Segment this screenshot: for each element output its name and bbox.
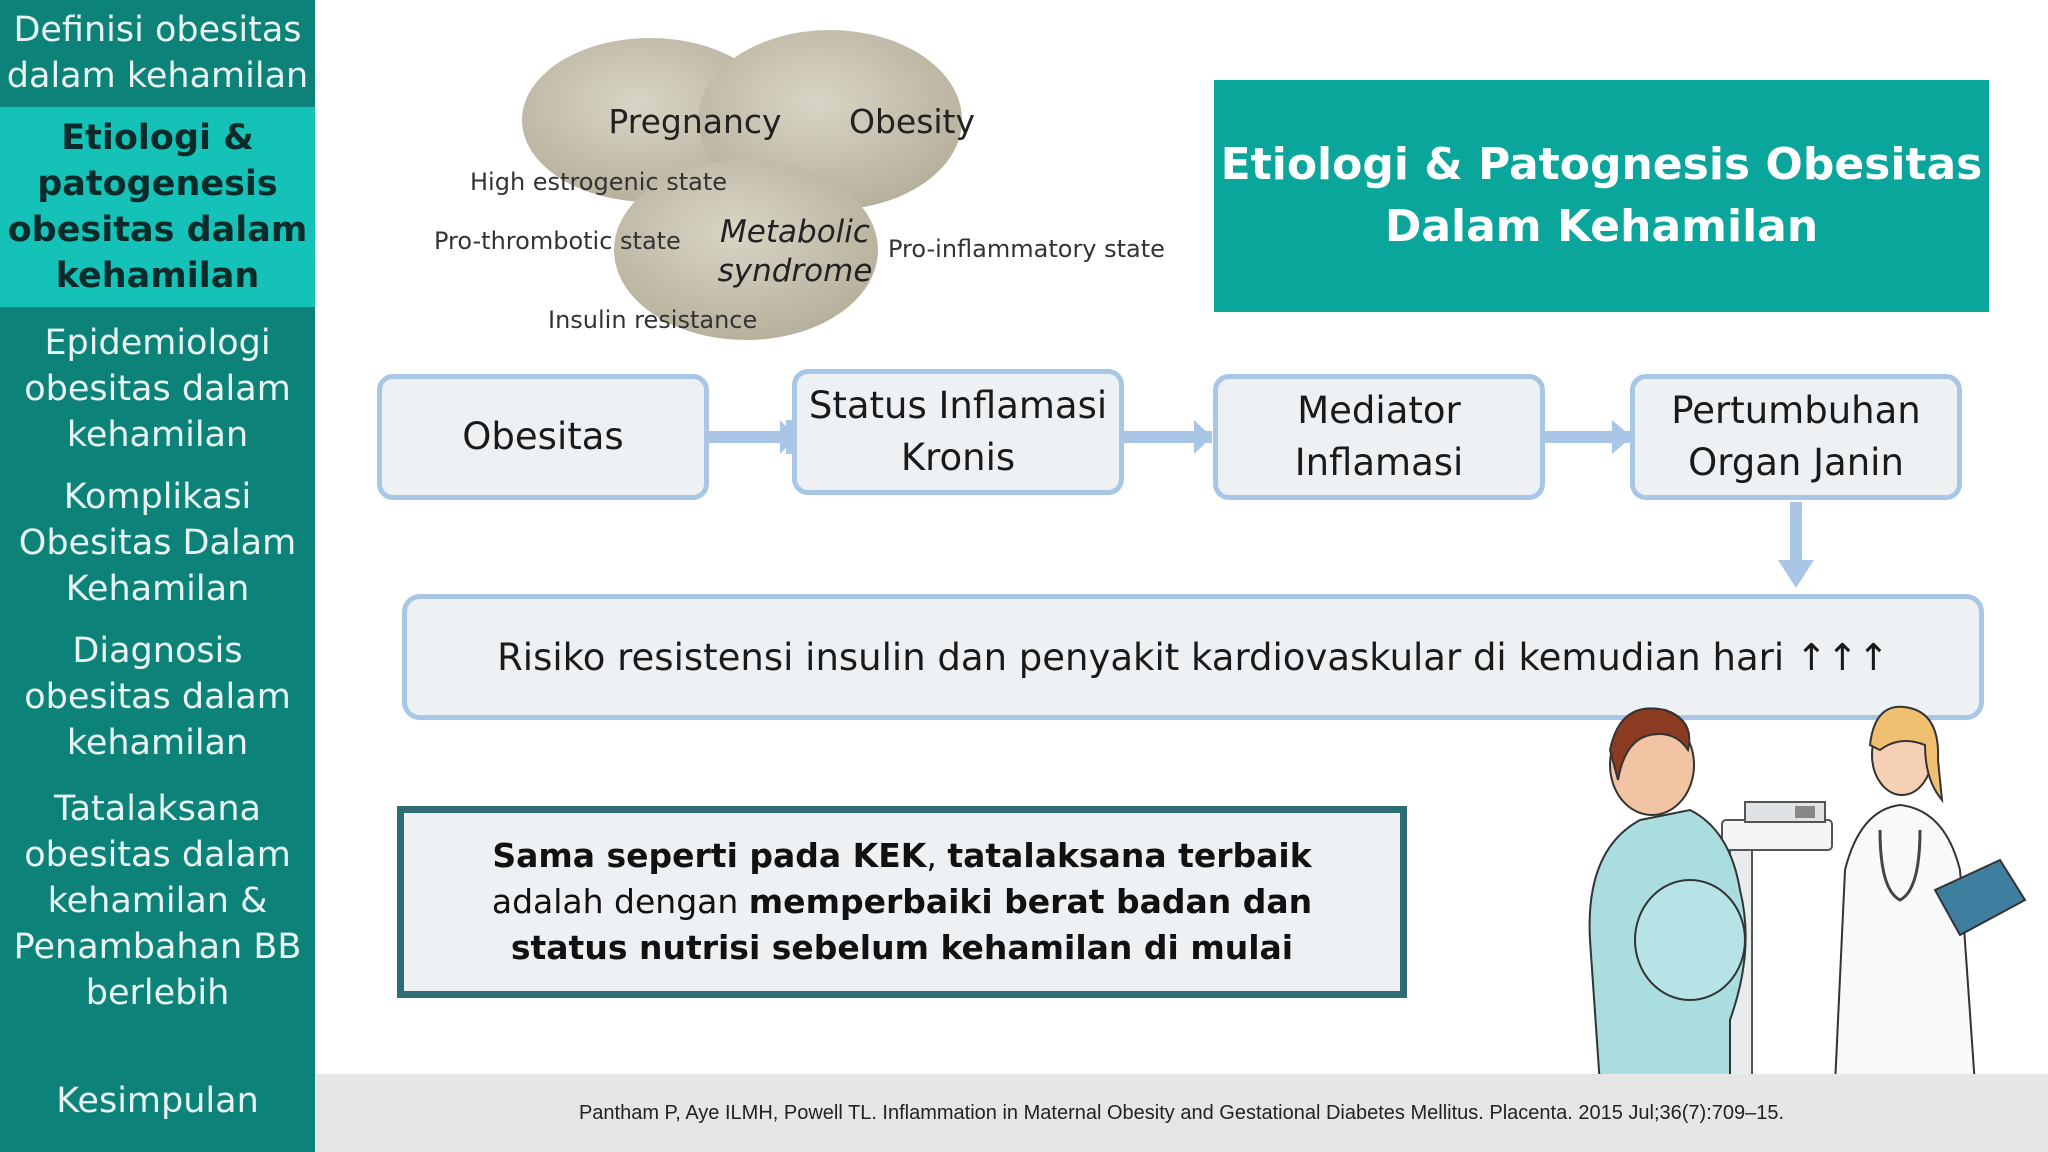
nav-line: Kesimpulan	[56, 1081, 259, 1121]
sidebar-item-diagnosis[interactable]	[0, 622, 315, 772]
flow-text: Inflamasi	[1294, 441, 1464, 484]
nav-line: dalam kehamilan	[6, 56, 309, 96]
nav-line: obesitas dalam	[24, 369, 291, 409]
nav-line: berlebih	[85, 973, 230, 1013]
title-line: Etiologi & Patognesis Obesitas	[1220, 139, 1983, 190]
nav-line: obesitas dalam	[7, 210, 308, 250]
note-bold: Sama seperti pada KEK	[492, 836, 927, 875]
nav-line: kehamilan &	[47, 881, 268, 921]
sidebar-item-komplikasi[interactable]	[0, 468, 315, 618]
risk-text: Risiko resistensi insulin dan penyakit kardiovaskular di kemudian hari ↑↑↑	[497, 635, 1889, 679]
nav-line: Penambahan BB	[13, 927, 302, 967]
flow-text: Kronis	[900, 436, 1016, 479]
obesity-label: Obesity	[848, 102, 976, 141]
nav-line: Komplikasi	[63, 477, 252, 517]
flow-box-pertumbuhan	[1630, 374, 1962, 500]
nav-line: Obesitas Dalam	[18, 523, 297, 563]
nav-line: Epidemiologi	[44, 323, 271, 363]
nav-line: kehamilan	[55, 256, 260, 296]
citation-footer	[315, 1074, 2048, 1152]
insulin-resistance-label: Insulin resistance	[548, 306, 758, 334]
flow-text: Obesitas	[462, 415, 624, 458]
nav-line: obesitas dalam	[24, 835, 291, 875]
note-bold: memperbaiki berat badan dan status nutrisi sebelum kehamilan di mulai	[510, 882, 1313, 967]
citation-text: Pantham P, Aye ILMH, Powell TL. Inflammation in Maternal Obesity and Gestational Diabetes Mellitus. Placenta. 2015 Jul;36(7):709–15.	[578, 1101, 1785, 1124]
sidebar-item-definisi[interactable]	[0, 0, 315, 106]
pro-thrombotic-label: Pro-thrombotic state	[434, 227, 681, 255]
nav-line: Etiologi &	[61, 118, 254, 158]
nav-line: Kehamilan	[65, 569, 250, 609]
high-estrogenic-label: High estrogenic state	[470, 168, 727, 196]
sidebar-nav	[0, 0, 315, 1152]
sidebar-item-etiologi[interactable]	[0, 107, 315, 307]
flow-text: Status Inflamasi	[808, 384, 1108, 427]
note-bold: tatalaksana terbaik	[947, 836, 1312, 875]
venn-diagram	[420, 20, 1180, 350]
title-line: Dalam Kehamilan	[1384, 201, 1819, 252]
note-normal: ,	[926, 836, 948, 875]
slide-title	[1214, 80, 1989, 312]
note-box	[397, 806, 1407, 998]
flow-box-mediator-inflamasi	[1213, 374, 1545, 500]
nav-line: kehamilan	[66, 723, 249, 763]
sidebar-item-epidemiologi[interactable]	[0, 314, 315, 464]
sidebar-item-tatalaksana[interactable]	[0, 786, 315, 1016]
pregnancy-label: Pregnancy	[608, 102, 782, 141]
flow-box-status-inflamasi	[792, 369, 1124, 495]
nav-line: patogenesis	[37, 164, 278, 204]
flow-text: Pertumbuhan	[1671, 389, 1921, 432]
nav-line: kehamilan	[66, 415, 249, 455]
pro-inflammatory-label: Pro-inflammatory state	[888, 235, 1165, 263]
syndrome-label: syndrome	[717, 253, 873, 289]
pregnant-woman-figure	[1590, 708, 1746, 1085]
flow-text: Mediator	[1297, 389, 1461, 432]
doctor-figure	[1835, 707, 2025, 1085]
nav-line: Definisi obesitas	[13, 10, 302, 50]
sidebar-item-kesimpulan[interactable]	[0, 1070, 315, 1132]
nav-line: obesitas dalam	[24, 677, 291, 717]
flow-box-obesitas	[377, 374, 709, 500]
flow-text: Organ Janin	[1688, 441, 1904, 484]
illustration-doctor-patient	[1580, 690, 2048, 1085]
note-text	[434, 833, 1370, 971]
nav-line: Tatalaksana	[54, 789, 261, 829]
nav-line: Diagnosis	[72, 631, 243, 671]
note-normal: adalah dengan	[491, 882, 749, 921]
metabolic-label: Metabolic	[720, 214, 870, 250]
